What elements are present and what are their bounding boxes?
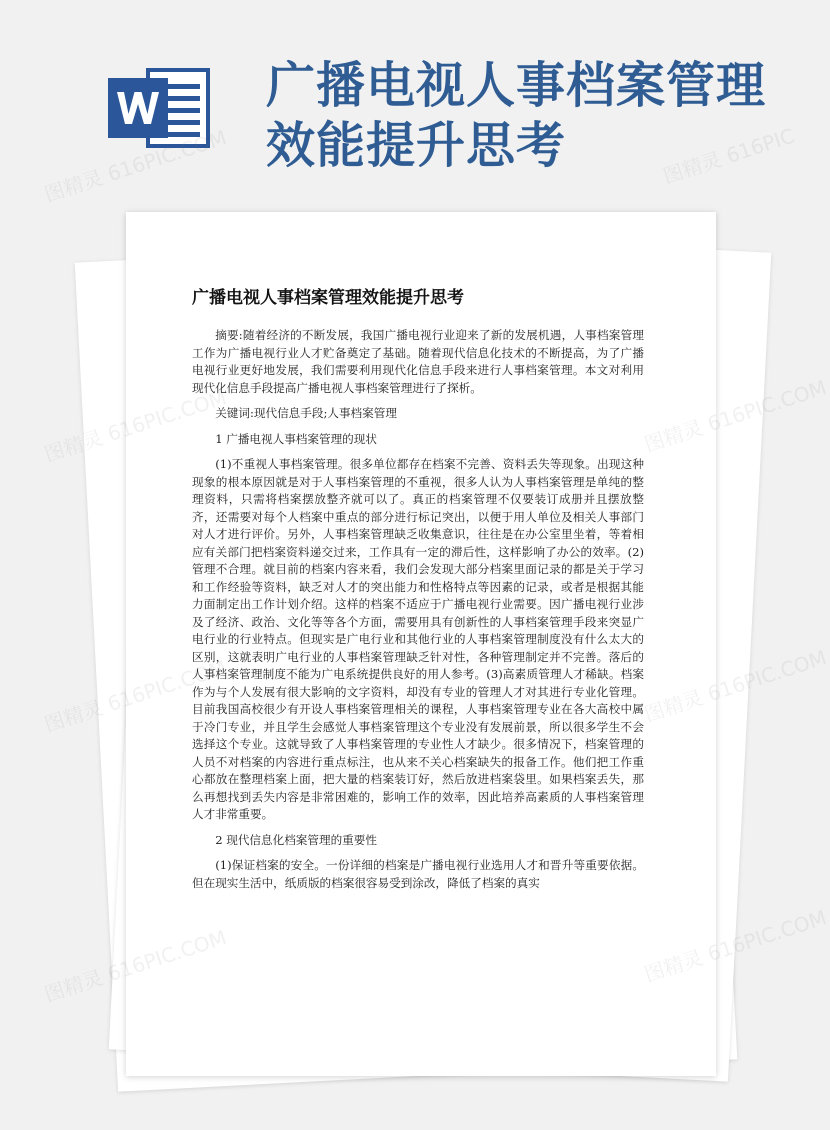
watermark: 图精灵 616PIC [660,123,798,189]
watermark: 图精灵 [41,695,106,737]
page-title-line-1: 广播电视人事档案管理 [266,57,767,114]
section-2-heading: 2 现代信息化档案管理的重要性 [215,832,377,847]
page-title [266,56,786,176]
page-title-line-2: 效能提升思考 [266,117,567,174]
section-1-heading: 1 广播电视人事档案管理的现状 [215,431,377,446]
section-1-paragraph: (1)不重视人事档案管理。很多单位都存在档案不完善、资料丢失等现象。出现这种现象的根本原因就是对于人事档案管理的不重视，很多人认为人事档案管理是单纯的整理资料，只需将档案摆放整齐就可以了。真正的档案管理不仅要装订成册并且摆放整齐，还需要对每个人档案中重点的部分进行标记突出，以便于用人单位及相关人事部门对人才进行评价。另外，人事档案管理缺乏收集意识，往往是在办公室里坐着，等着相应有关部门把档案资料递交过来，工作具有一定的滞后性，这样影响了办公的效率。(2)管理不合理。就目前的档案内容来看，我们会发现大部分档案里面记录的都是关于学习和工作经验等资料，缺乏对人才的突出能力和性格特点等因素的记录，或者是根据其能力面制定出工作计划介绍。这样的档案不适应于广播电视行业需要。因广播电视行业涉及了经济、政治、文化等等各个方面，需要用具有创新性的人事档案管理手段来突显广电行业的行业特点。但现实是广电行业和其他行业的人事档案管理制度没有什么太大的区别，这就表明广电行业的人事档案管理缺乏针对性，各种管理制定并不完善。落后的人事档案管理制度不能为广电系统提供良好的用人参考。(3)高素质管理人才稀缺。档案作为与个人发展有很大影响的文字资料，却没有专业的管理人才对其进行专业化管理。目前我国高校很少有开设人事档案管理相关的课程，人事档案管理专业在各大高校中属于冷门专业，并且学生会感觉人事档案管理这个专业没有发展前景，所以很多学生不会选择这个专业。这就导致了人事档案管理的专业性人才缺少。很多情况下，档案管理的人员不对档案的内容进行重点标注，也从来不关心档案缺失的报备工作。他们把工作重心都放在整理档案上面，把大量的档案装订好，然后放进档案袋里。如果档案丢失，那么再想找到丢失内容是非常困难的，影响工作的效率，因此培养高素质的人事档案管理人才非常重要。 [192,457,644,821]
watermark: 616PIC.COM [704,375,830,437]
watermark: 图精灵 616PIC.COM [41,125,230,207]
watermark: 616PIC.COM [704,645,830,707]
word-document-icon [108,66,212,150]
watermark: 图精灵 [41,965,106,1007]
watermark: 图精灵 616PIC.COM [641,905,830,987]
keywords-line: 关键词:现代信息手段;人事档案管理 [215,406,397,420]
watermark: 图精灵 [41,425,106,467]
document-title: 广播电视人事档案管理效能提升思考 [192,288,464,308]
section-2-paragraph: (1)保证档案的安全。一份详细的档案是广播电视行业选用人才和晋升等重要依据。但在现实生活中，纸质版的档案很容易受到涂改，降低了档案的真实 [192,858,644,890]
document-body [192,283,644,900]
abstract-paragraph: 摘要:随着经济的不断发展，我国广播电视行业迎来了新的发展机遇，人事档案管理工作为广播电视行业人才贮备奠定了基础。随着现代信息化技术的不断提高，为了广播电视行业更好地发展，我们需要利用现代化信息手段来进行人事档案管理。本文对利用现代化信息手段提高广播电视人事档案管理进行了探析。 [192,328,644,395]
